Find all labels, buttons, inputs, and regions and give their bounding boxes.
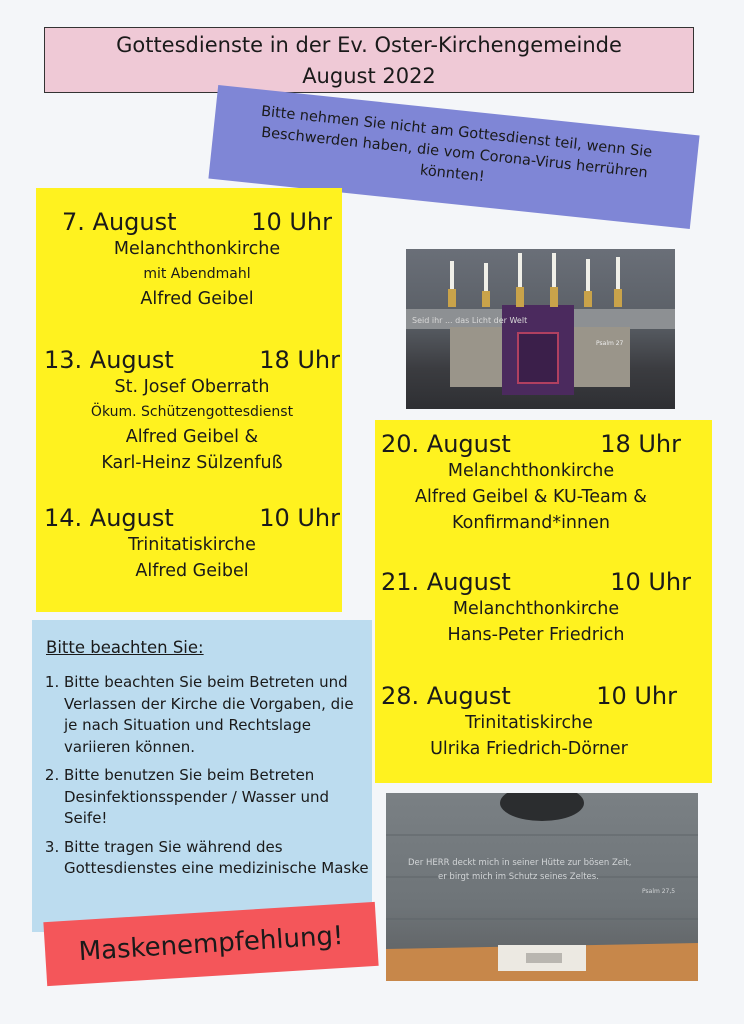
event-time: 10 Uhr	[596, 682, 677, 710]
chapel-image	[386, 793, 698, 981]
event-item	[381, 568, 691, 648]
events-box-left	[36, 188, 342, 612]
event-people: Alfred Geibel &	[125, 427, 259, 447]
event-date: 21. August	[381, 568, 511, 596]
event-church: Melanchthonkirche	[113, 239, 281, 259]
list-item: 2. Bitte benutzen Sie beim Betreten Desinfektionsspender / Wasser und Seife!	[64, 765, 370, 830]
notes-box	[32, 620, 372, 932]
event-time: 10 Uhr	[259, 504, 340, 532]
events-box-right	[375, 420, 712, 783]
page-title	[44, 27, 694, 93]
list-item: 1. Bitte beachten Sie beim Betreten und Verlassen der Kirche die Vorgaben, die je nach Situation und Rechtslage variieren können.	[64, 672, 370, 758]
event-people-2: Karl-Heinz Sülzenfuß	[101, 453, 283, 473]
event-people: Hans-Peter Friedrich	[447, 625, 625, 645]
altar-photo	[406, 249, 675, 409]
mask-banner: Maskenempfehlung!	[43, 902, 378, 986]
event-people-2: Konfirmand*innen	[452, 513, 610, 533]
event-church: Melanchthonkirche	[452, 599, 620, 619]
wall-text-1: Der HERR deckt mich in seiner Hütte zur bösen Zeit,	[408, 858, 632, 868]
chapel-photo	[386, 793, 698, 981]
event-item	[44, 504, 340, 584]
event-item	[381, 682, 677, 762]
event-people: Alfred Geibel	[135, 561, 249, 581]
event-note: mit Abendmahl	[143, 266, 251, 282]
wall-text-2: er birgt mich im Schutz seines Zeltes.	[438, 872, 599, 882]
event-item	[44, 346, 340, 476]
altar-image	[406, 249, 675, 409]
altar-banner-text: Seid ihr ... das Licht der Welt	[412, 316, 528, 325]
event-item	[62, 208, 332, 312]
event-date: 14. August	[44, 504, 174, 532]
corona-notice: Bitte nehmen Sie nicht am Gottesdienst teil, wenn Sie Beschwerden haben, die vom Corona-Virus herrühren könnten!	[208, 85, 699, 229]
title-line-1: Gottesdienste in der Ev. Oster-Kirchengemeinde	[116, 33, 622, 57]
event-date: 13. August	[44, 346, 174, 374]
event-time: 10 Uhr	[251, 208, 332, 236]
event-date: 28. August	[381, 682, 511, 710]
event-note: Ökum. Schützengottesdienst	[90, 404, 294, 420]
notes-list	[46, 672, 370, 887]
event-date: 20. August	[381, 430, 511, 458]
title-line-2: August 2022	[302, 64, 436, 88]
notes-heading: Bitte beachten Sie:	[46, 638, 204, 657]
event-church: St. Josef Oberrath	[114, 377, 270, 397]
event-people: Alfred Geibel	[140, 289, 254, 309]
event-time: 10 Uhr	[610, 568, 691, 596]
event-item	[381, 430, 681, 536]
event-church: Trinitatiskirche	[465, 713, 593, 733]
event-time: 18 Uhr	[259, 346, 340, 374]
event-time: 18 Uhr	[600, 430, 681, 458]
event-church: Trinitatiskirche	[128, 535, 256, 555]
event-church: Melanchthonkirche	[447, 461, 615, 481]
list-item: 3. Bitte tragen Sie während des Gottesdienstes eine medizinische Maske	[64, 837, 370, 880]
event-date: 7. August	[62, 208, 177, 236]
altar-sign: Psalm 27	[596, 340, 624, 347]
event-people: Ulrika Friedrich-Dörner	[430, 739, 628, 759]
wall-ref: Psalm 27,5	[642, 888, 676, 895]
event-people: Alfred Geibel & KU-Team &	[415, 487, 647, 507]
